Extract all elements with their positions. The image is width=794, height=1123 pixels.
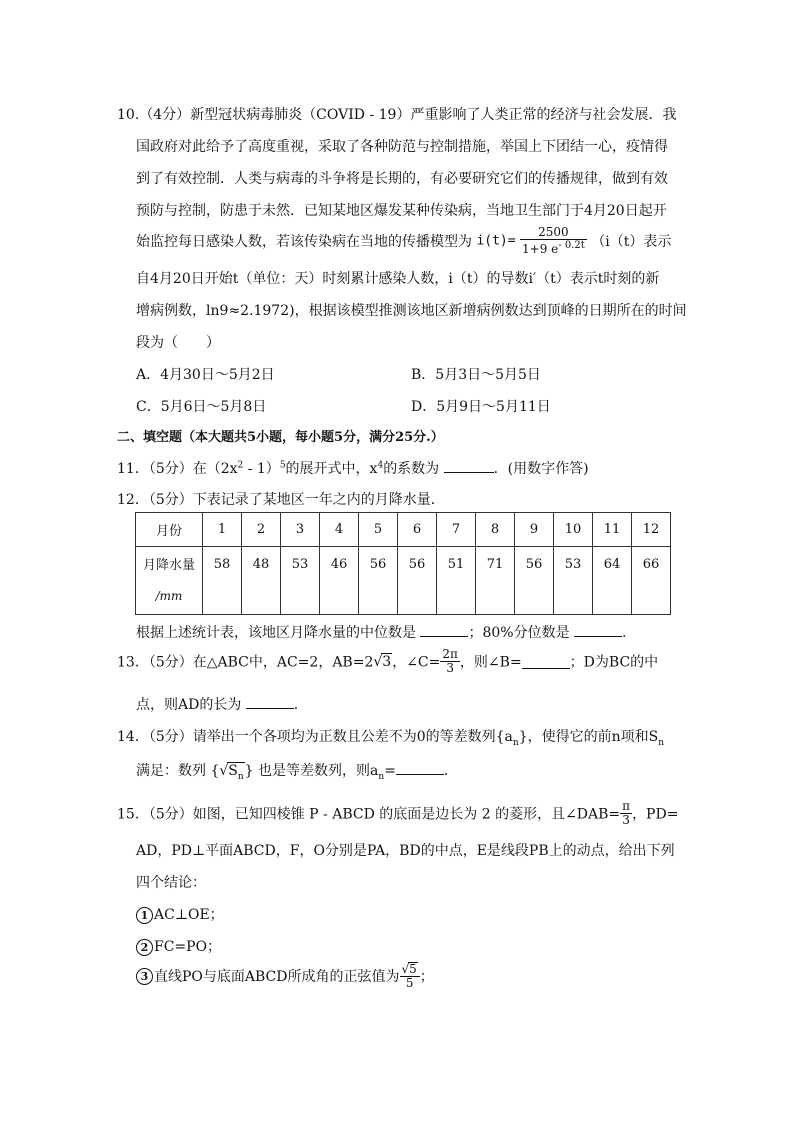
table-cell: 56 xyxy=(359,547,398,615)
q13-angle-fraction xyxy=(440,648,460,675)
q10-formula-lhs: i(t)= xyxy=(476,233,516,249)
q10-formula-denominator xyxy=(520,240,587,256)
q15-frac-num: π xyxy=(622,799,631,813)
q12-median-blank xyxy=(420,622,468,637)
q10-line5 xyxy=(136,226,671,256)
q12-question xyxy=(136,622,626,642)
q12-text-median: 根据上述统计表，该地区月降水量的中位数是 xyxy=(136,625,416,641)
q15-c3-fraction xyxy=(400,962,420,990)
q13-text-line2: 点，则AD的长为 xyxy=(136,697,242,713)
q10-score: （4分） xyxy=(139,107,191,123)
q10-option-c: C．5月6日～5月8日 xyxy=(136,399,267,415)
q12-percentile-blank xyxy=(574,622,622,637)
table-cell: 66 xyxy=(632,547,671,615)
q10-line4: 预防与控制，防患于未然．已知某地区爆发某种传染病，当地卫生部门于4月20日起开 xyxy=(136,203,667,219)
q10-line7: 增病例数，ln9≈2.1972)，根据该模型推测该地区新增病例数达到顶峰的日期所在的时间 xyxy=(136,303,687,319)
sqrt-symbol: √ xyxy=(373,653,383,670)
section-heading: 二、填空题（本大题共5小题，每小题5分，满分25分.） xyxy=(117,430,444,445)
q13-frac-num: 2π xyxy=(442,647,458,661)
rainfall-label: 月降水量 xyxy=(142,557,195,573)
q10-option-b: B．5月3日～5月5日 xyxy=(411,367,541,383)
table-cell: 51 xyxy=(437,547,476,615)
q11-text-mid: - 1） xyxy=(243,461,280,477)
q11-sup2: 5 xyxy=(279,460,286,471)
q10-number: 10. xyxy=(117,107,140,123)
q15-angle-fraction xyxy=(620,800,632,827)
q14-sqrt-sub: n xyxy=(237,771,244,782)
q11-answer-blank xyxy=(444,458,494,473)
q15-text-1-pre: 15．（5分）如图，已知四棱锥 P - ABCD 的底面是边长为 2 的菱形，且∠DAB= xyxy=(117,806,621,823)
q14-sqrt-s: S xyxy=(228,763,238,779)
table-cell: 4 xyxy=(320,513,359,547)
table-cell: 1 xyxy=(203,513,242,547)
q11-sup3: 4 xyxy=(377,460,384,471)
q15-text-1-post: ，PD= xyxy=(632,806,679,823)
q13-sqrt-value: 3 xyxy=(382,654,392,671)
q10-text-1: 新型冠状病毒肺炎（COVID - 19）严重影响了人类正常的经济与社会发展．我 xyxy=(190,107,677,123)
q13-text-post: ；D为BC的中 xyxy=(569,654,659,671)
table-cell: 48 xyxy=(242,547,281,615)
table-cell: 3 xyxy=(281,513,320,547)
table-cell: 53 xyxy=(281,547,320,615)
q14-answer-blank xyxy=(396,760,444,775)
q15-conclusion-2 xyxy=(136,936,221,956)
q11 xyxy=(117,458,589,478)
q13-text-line2-end: ． xyxy=(293,697,308,713)
q11-text-post: ．(用数字作答) xyxy=(493,461,589,477)
q14-line2 xyxy=(136,760,458,782)
table-cell: 2 xyxy=(242,513,281,547)
q10-line8: 段为（ ） xyxy=(136,335,220,351)
q10-line1 xyxy=(117,104,676,124)
q10-formula-fraction xyxy=(520,226,587,256)
q15-c1-text: AC⊥OE； xyxy=(154,907,224,923)
table-cell: 71 xyxy=(476,547,515,615)
sqrt-symbol: √ xyxy=(219,763,229,779)
q15-c3-text: 直线PO与底面ABCD所成角的正弦值为 xyxy=(154,969,400,986)
q15-c2-text: FC=PO； xyxy=(154,939,222,955)
q13-angle-blank xyxy=(522,654,570,669)
q15-c3-end: ； xyxy=(419,969,434,986)
q10-formula-numerator: 2500 xyxy=(520,226,587,240)
q14-line1 xyxy=(117,726,664,748)
table-cell: 11 xyxy=(593,513,632,547)
table-cell: 7 xyxy=(437,513,476,547)
q15-c3-num xyxy=(400,962,420,977)
table-cell: 58 xyxy=(203,547,242,615)
q14-text-eq: = xyxy=(384,763,396,779)
q10-formula-den-base: 1+9 e xyxy=(522,242,559,257)
q15-line2: AD，PD⊥平面ABCD，F，O分别是PA，BD的中点，E是线段PB上的动点，给出下列 xyxy=(136,843,675,859)
q10-formula-exponent: - 0.2t xyxy=(558,240,585,252)
q12-text: 12．（5分）下表记录了某地区一年之内的月降水量． xyxy=(117,492,445,508)
circled-number-icon: 2 xyxy=(136,939,153,956)
q11-text-mid3: 的系数为 xyxy=(383,461,440,477)
table-cell: 10 xyxy=(554,513,593,547)
q14-sub2: n xyxy=(658,737,664,748)
q14-sqrt xyxy=(227,762,244,782)
table-header-rainfall xyxy=(136,547,203,615)
table-row xyxy=(136,513,671,547)
table-cell: 5 xyxy=(359,513,398,547)
table-cell: 46 xyxy=(320,547,359,615)
q10-line2: 国政府对此给予了高度重视，采取了各种防范与控制措施，举国上下团结一心，疫情得 xyxy=(136,139,668,155)
table-cell: 53 xyxy=(554,547,593,615)
rainfall-unit: /mm xyxy=(155,588,183,603)
q15-c3-sqrt-value: 5 xyxy=(409,962,417,976)
q10-text-5: 始监控每日感染人数，若该传染病在当地的传播模型为 xyxy=(136,234,472,251)
q10-text-5-post: （i（t）表示 xyxy=(591,234,672,251)
q14-text-2-pre: 满足：数列 { xyxy=(136,763,220,779)
q14-sub3: n xyxy=(378,771,385,782)
table-cell: 9 xyxy=(515,513,554,547)
table-cell: 8 xyxy=(476,513,515,547)
table-row xyxy=(136,547,671,615)
q12-text-percentile: ；80%分位数是 xyxy=(468,625,570,641)
q13-text-pre: 13．（5分）在△ABC中，AC=2，AB=2 xyxy=(117,654,374,671)
circled-number-icon: 1 xyxy=(136,907,153,924)
table-cell: 64 xyxy=(593,547,632,615)
q15-c3-den: 5 xyxy=(405,976,414,991)
q14-sub: n xyxy=(512,737,519,748)
circled-number-icon: 3 xyxy=(136,968,153,985)
q14-text-1-post: }，使得它的前n项和S xyxy=(518,729,659,745)
sqrt-symbol: √ xyxy=(401,962,410,976)
q15-frac-den: 3 xyxy=(622,813,630,828)
q15-line3: 四个结论： xyxy=(136,875,206,891)
rainfall-table xyxy=(135,512,671,615)
q10-option-d: D．5月9日～5月11日 xyxy=(411,399,551,415)
q10-option-a: A．4月30日～5月2日 xyxy=(136,367,275,383)
q11-sup1: 2 xyxy=(237,460,244,471)
q14-text-2-post: ． xyxy=(443,763,458,779)
q14-text-2-mid: } 也是等差数列，则a xyxy=(244,763,379,779)
q15-line1 xyxy=(117,800,678,827)
q11-text-pre: 11．（5分）在（2x xyxy=(117,461,238,477)
q13-text-mid: ，则∠B= xyxy=(459,654,522,671)
q14-text-1: 14．（5分）请举出一个各项均为正数且公差不为0的等差数列{a xyxy=(117,729,513,745)
q13-line2 xyxy=(136,694,308,714)
table-cell: 56 xyxy=(398,547,437,615)
q15-conclusion-1 xyxy=(136,904,224,924)
q11-text-mid2: 的展开式中，x xyxy=(285,461,378,477)
q10-line3: 到了有效控制．人类与病毒的斗争将是长期的，有必要研究它们的传播规律，做到有效 xyxy=(136,171,668,187)
q12-text-end: . xyxy=(622,625,627,641)
q13-ad-blank xyxy=(246,694,294,709)
q13-line1 xyxy=(117,648,658,675)
table-cell: 6 xyxy=(398,513,437,547)
q13-frac-den: 3 xyxy=(446,661,454,676)
table-cell: 12 xyxy=(632,513,671,547)
q13-text-angle: ，∠C= xyxy=(392,654,441,671)
table-header-month: 月份 xyxy=(136,513,203,547)
q15-conclusion-3 xyxy=(136,962,434,990)
table-cell: 56 xyxy=(515,547,554,615)
q10-line6: 自4月20日开始t（单位：天）时刻累计感染人数，i（t）的导数i′（t）表示t时刻的新 xyxy=(136,271,660,287)
